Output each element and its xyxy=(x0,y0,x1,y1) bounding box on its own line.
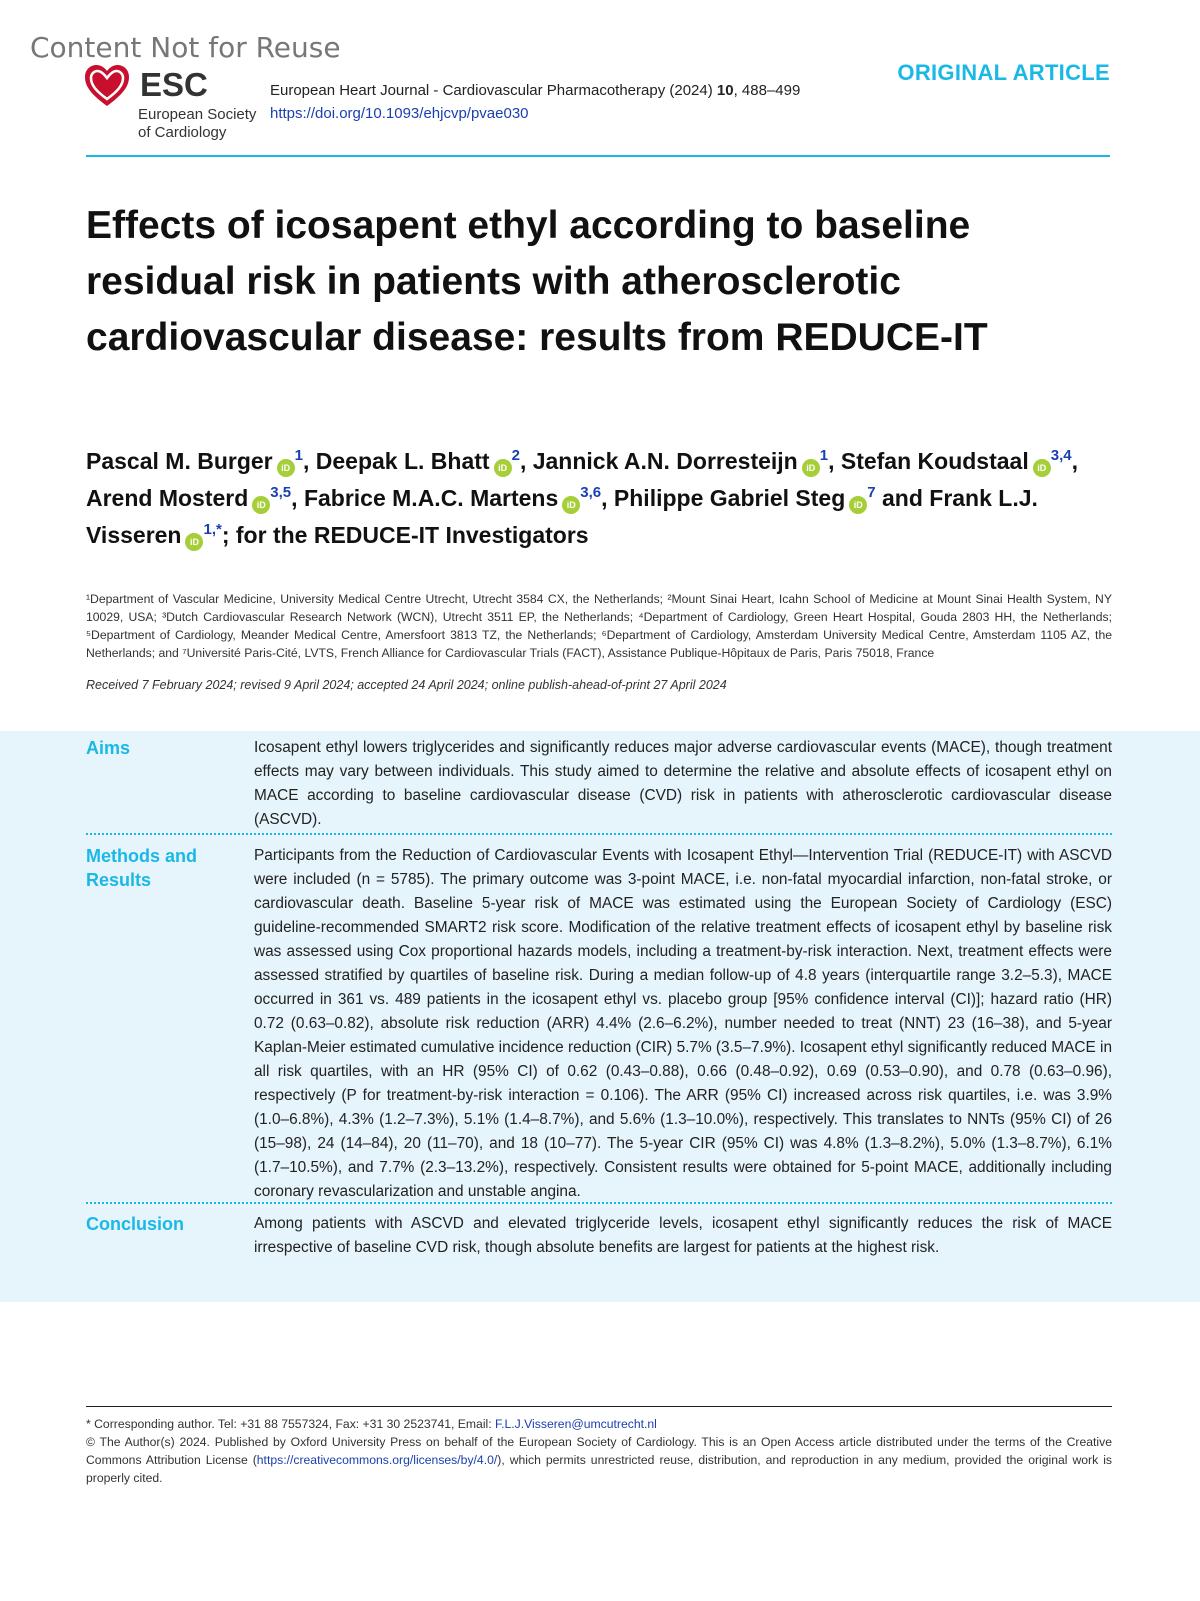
journal-volume: 10 xyxy=(716,82,734,99)
author-name: Stefan Koudstaal xyxy=(840,448,1029,474)
logo-line2: of Cardiology xyxy=(138,124,227,141)
author-name: Pascal M. Burger xyxy=(86,448,273,474)
doi-link[interactable]: https://doi.org/10.1093/ehjcvp/pvae030 xyxy=(270,105,529,122)
orcid-icon[interactable]: iD xyxy=(849,496,867,514)
journal-citation xyxy=(270,82,800,99)
footnotes xyxy=(86,1415,1112,1487)
author-separator: and xyxy=(875,485,930,511)
author-affiliation-marker[interactable]: 2 xyxy=(511,447,520,464)
author-affiliation-marker[interactable]: 3,6 xyxy=(580,484,602,501)
author-separator: ; for the REDUCE-IT Investigators xyxy=(221,522,589,548)
orcid-icon[interactable]: iD xyxy=(1033,459,1051,477)
affiliations: ¹Department of Vascular Medicine, University Medical Centre Utrecht, Utrecht 3584 CX, the Netherlands; ²Mount Sinai Heart, Icahn School of Medicine at Mount Sinai Health System, NY 10029, USA; ³Dutch Cardiovascular Research Network (WCN), Utrecht 3511 EP, the Netherlands; ⁴Department of Cardiology, Green Heart Hospital, Gouda 2803 HH, the Netherlands; ⁵Department of Cardiology, Meander Medical Centre, Amersfoort 3813 TZ, the Netherlands; ⁶Department of Cardiology, Amsterdam University Medical Centre, Amsterdam 1105 AZ, the Netherlands; and ⁷Université Paris-Cité, LVTS, French Alliance for Cardiovascular Trials (FACT), Assistance Publique-Hôpitaux de Paris, Paris 75018, France xyxy=(86,592,1112,660)
author-name: Fabrice M.A.C. Martens xyxy=(303,485,559,511)
author-name: Deepak L. Bhatt xyxy=(315,448,490,474)
abstract-divider xyxy=(86,833,1112,835)
abstract-divider xyxy=(86,1202,1112,1204)
license-link[interactable]: https://creativecommons.org/licenses/by/4.0/ xyxy=(256,1453,498,1467)
author-separator: , xyxy=(601,485,614,511)
orcid-icon[interactable]: iD xyxy=(185,533,203,551)
logo-line1: European Society xyxy=(138,106,257,123)
author-separator: , xyxy=(828,448,841,474)
orcid-icon[interactable]: iD xyxy=(562,496,580,514)
license-note xyxy=(86,1433,1112,1487)
license-text-end: ), which permits unrestricted reuse, distribution, and reproduction in any medium, provided the original work is properly cited. xyxy=(86,1453,1112,1485)
orcid-icon[interactable]: iD xyxy=(494,459,512,477)
methods-label: Methods and Results xyxy=(86,846,197,890)
journal-pages: , 488–499 xyxy=(733,82,801,99)
heart-icon xyxy=(84,64,130,108)
logo-abbr: ESC xyxy=(140,66,208,103)
methods-text: Participants from the Reduction of Cardiovascular Events with Icosapent Ethyl—Intervention Trial (REDUCE-IT) with ASCVD were included (n = 5785). The primary outcome was 3-point MACE, i.e. non-fatal myocardial infarction, non-fatal stroke, or cardiovascular death. Baseline 5-year risk of MACE was estimated using the European Society of Cardiology (ESC) guideline-recommended SMART2 risk score. Modification of the relative treatment effects of icosapent ethyl by baseline risk was assessed using Cox proportional hazards models, including a treatment-by-risk interaction. Next, treatment effects were assessed stratified by quartiles of baseline risk. During a median follow-up of 4.8 years (interquartile range 3.2–5.3), MACE occurred in 361 vs. 489 patients in the icosapent ethyl vs. placebo group [95% confidence interval (CI)]; hazard ratio (HR) 0.72 (0.63–0.82), absolute risk reduction (ARR) 4.4% (2.6–6.2%), number needed to treat (NNT) 23 (16–38), and 5-year Kaplan-Meier estimated cumulative incidence reduction (CIR) 5.7% (3.5–7.9%). Icosapent ethyl significantly reduced MACE in all risk quartiles, with an HR (95% CI) of 0.62 (0.43–0.88), 0.66 (0.48–0.92), 0.69 (0.53–0.90), and 0.78 (0.63–0.96), respectively (P for treatment-by-risk interaction = 0.106). The ARR (95% CI) increased across risk quartiles, i.e. was 3.9% (1.0–6.8%), 4.3% (1.2–7.3%), 5.1% (1.4–8.7%), and 5.6% (1.3–10.0%), respectively. This translates to NNTs (95% CI) of 26 (15–98), 24 (14–84), 20 (11–70), and 18 (10–77). The 5-year CIR (95% CI) was 4.8% (1.3–8.2%), 5.0% (1.3–8.7%), 6.1% (1.7–10.5%), and 7.7% (2.3–13.2%), respectively. Consistent results were obtained for 5-point MACE, additionally including coronary revascularization and unstable angina. xyxy=(254,847,1113,1200)
conclusion-text: Among patients with ASCVD and elevated triglyceride levels, icosapent ethyl significantly reduces the risk of MACE irrespective of baseline CVD risk, though absolute benefits are largest for patients at the highest risk. xyxy=(254,1215,1112,1256)
corresponding-author xyxy=(86,1415,1112,1433)
author-separator: , xyxy=(291,485,304,511)
author-affiliation-marker[interactable]: 1,* xyxy=(203,521,222,538)
author-affiliation-marker[interactable]: 1 xyxy=(819,447,829,464)
header-divider xyxy=(86,155,1110,157)
received-dates: Received 7 February 2024; revised 9 April 2024; accepted 24 April 2024; online publish-ahead-of-print 27 April 2024 xyxy=(86,678,727,692)
article-type: ORIGINAL ARTICLE xyxy=(897,60,1110,85)
email-link[interactable]: F.L.J.Visseren@umcutrecht.nl xyxy=(495,1417,657,1431)
conclusion-label: Conclusion xyxy=(86,1214,184,1234)
author-separator: , xyxy=(519,448,533,474)
journal-name: European Heart Journal - Cardiovascular Pharmacotherapy (2024) xyxy=(270,82,717,99)
corresponding-text: * Corresponding author. Tel: +31 88 7557324, Fax: +31 30 2523741, Email: xyxy=(86,1417,496,1431)
author-name: Philippe Gabriel Steg xyxy=(613,485,846,511)
author-name: Arend Mosterd xyxy=(86,485,249,511)
author-separator: , xyxy=(302,448,316,474)
author-name: Frank L.J. Visseren xyxy=(86,485,1038,548)
author-list xyxy=(86,440,1116,551)
author-affiliation-marker[interactable]: 7 xyxy=(867,484,876,501)
article-title: Effects of icosapent ethyl according to baseline residual risk in patients with atherosclerotic cardiovascular disease: results from REDUCE-IT xyxy=(86,204,988,359)
author-name: Jannick A.N. Dorresteijn xyxy=(532,448,798,474)
orcid-icon[interactable]: iD xyxy=(277,459,295,477)
orcid-icon[interactable]: iD xyxy=(802,459,820,477)
logo-society-name xyxy=(138,106,256,142)
author-affiliation-marker[interactable]: 1 xyxy=(294,447,303,464)
orcid-icon[interactable]: iD xyxy=(252,496,270,514)
author-affiliation-marker[interactable]: 3,5 xyxy=(270,484,292,501)
author-separator: , xyxy=(1071,448,1078,474)
footnote-divider xyxy=(86,1406,1112,1407)
license-text: © The Author(s) 2024. Published by Oxford University Press on behalf of the European Society of Cardiology. This is an Open Access article distributed under the terms of the Creative Commons Attribution License ( xyxy=(86,1435,1112,1467)
esc-logo xyxy=(84,62,264,146)
aims-label: Aims xyxy=(86,738,131,758)
watermark: Content Not for Reuse xyxy=(30,31,341,64)
aims-text: Icosapent ethyl lowers triglycerides and significantly reduces major adverse cardiovascular events (MACE), though treatment effects may vary between individuals. This study aimed to determine the relative and absolute effects of icosapent ethyl on MACE according to baseline cardiovascular disease (CVD) risk in patients with atherosclerotic cardiovascular disease (ASCVD). xyxy=(254,739,1112,828)
author-affiliation-marker[interactable]: 3,4 xyxy=(1050,447,1072,464)
